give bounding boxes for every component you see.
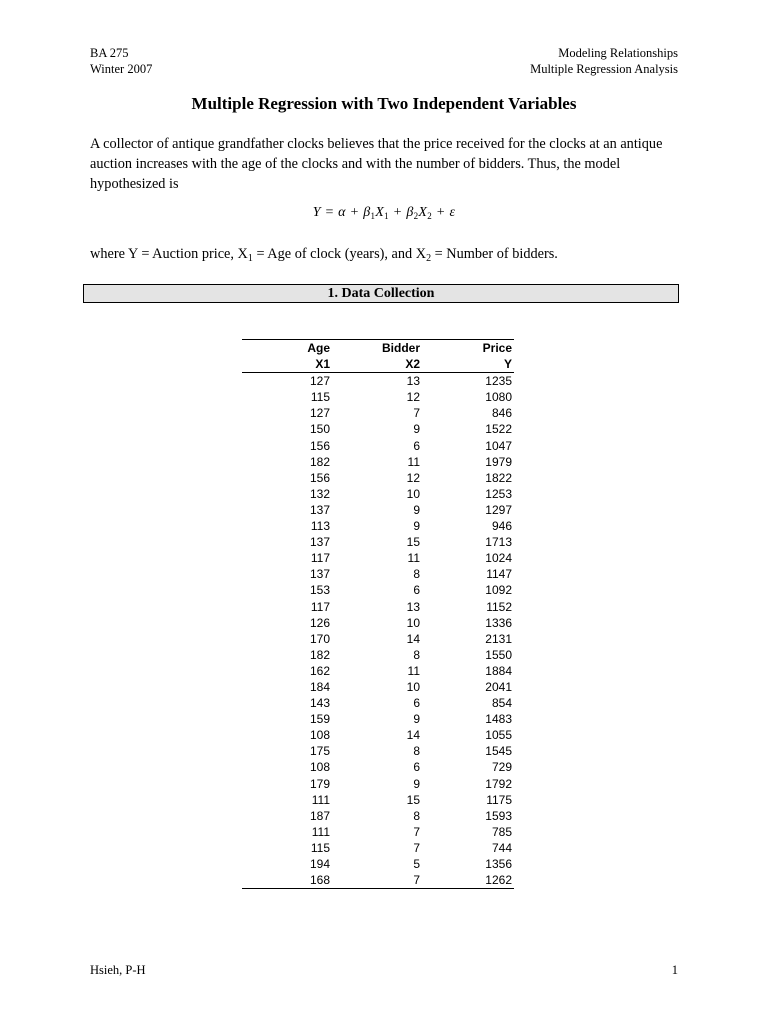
price-cell: 1713 (485, 535, 512, 550)
where-part-3: = Number of bidders. (431, 246, 558, 262)
table-row (242, 743, 514, 759)
price-cell: 785 (491, 824, 512, 839)
bidder-cell: 7 (413, 840, 420, 855)
subtopic: Multiple Regression Analysis (530, 62, 678, 76)
price-cell: 2041 (485, 679, 512, 694)
table-row (242, 776, 514, 792)
bidder-cell: 7 (332, 872, 422, 889)
age-cell: 111 (311, 792, 330, 807)
header-bidder: Bidder (332, 340, 422, 357)
price-cell: 846 (491, 406, 512, 421)
formula-beta2-sub: 2 (413, 211, 419, 221)
age-cell: 127 (309, 406, 330, 421)
bidder-cell: 11 (407, 551, 420, 566)
price-cell: 1979 (485, 454, 512, 469)
table-row (242, 663, 514, 679)
age-cell: 127 (309, 374, 330, 389)
header-y: Y (422, 356, 514, 373)
table-row (242, 502, 514, 518)
header-left (90, 45, 152, 77)
price-cell: 1262 (422, 872, 514, 889)
bidder-cell: 6 (413, 760, 420, 775)
age-cell: 175 (309, 744, 330, 759)
price-cell: 2131 (485, 631, 512, 646)
table-row (242, 840, 514, 856)
table-body (242, 373, 514, 889)
table-row (242, 695, 514, 711)
page-number: 1 (671, 963, 678, 977)
intro-paragraph: A collector of antique grandfather clocks believes that the price received for the clocks at an antique auction increases with the age of the clocks and with the number of bidders. Thus, the model hypothesized is (90, 136, 663, 192)
age-cell: 168 (242, 872, 332, 889)
table-row (242, 421, 514, 437)
bidder-cell: 6 (413, 438, 420, 453)
age-cell: 117 (310, 599, 330, 614)
page-title: Multiple Regression with Two Independent Variables (191, 94, 577, 113)
formula-epsilon: ε (449, 205, 456, 220)
formula-x2-sub: 2 (427, 211, 433, 221)
table-row (242, 792, 514, 808)
where-part-2: = Age of clock (years), and X (252, 246, 427, 262)
bidder-cell: 15 (406, 535, 420, 550)
bidder-cell: 11 (407, 663, 420, 678)
table-row (242, 647, 514, 663)
header-x2: X2 (332, 356, 422, 373)
bidder-cell: 14 (406, 728, 420, 743)
data-table (242, 339, 514, 889)
section-heading: 1. Data Collection (83, 284, 679, 303)
table-row (242, 389, 514, 405)
header-x1: X1 (242, 356, 332, 373)
course-code: BA 275 (90, 46, 129, 60)
table-row (242, 808, 514, 824)
table-row (242, 679, 514, 695)
bidder-cell: 8 (413, 808, 420, 823)
age-cell: 117 (310, 551, 330, 566)
price-cell: 1792 (485, 776, 512, 791)
variable-definitions (90, 246, 558, 264)
where-sub-2: 2 (426, 253, 432, 264)
price-cell: 1175 (486, 792, 512, 807)
table-row (242, 454, 514, 470)
price-cell: 1483 (485, 712, 512, 727)
table-row (242, 599, 514, 615)
table-row (242, 824, 514, 840)
table-row (242, 711, 514, 727)
price-cell: 1822 (485, 470, 512, 485)
age-cell: 162 (309, 663, 330, 678)
formula-x1-sub: 1 (384, 211, 389, 221)
bidder-cell: 13 (406, 374, 420, 389)
age-cell: 187 (309, 808, 330, 823)
age-cell: 156 (309, 438, 330, 453)
bidder-cell: 9 (413, 519, 420, 534)
age-cell: 126 (309, 615, 330, 630)
age-cell: 137 (309, 567, 330, 582)
table-row (242, 566, 514, 582)
age-cell: 182 (309, 454, 330, 469)
where-sub-1: 1 (247, 253, 253, 264)
model-formula: $Y = \alpha + \beta_1X_1 + \beta_2X_2 + \varepsilon$ (312, 205, 456, 221)
bidder-cell: 6 (413, 696, 420, 711)
age-cell: 115 (310, 390, 330, 405)
table-row (242, 534, 514, 550)
price-cell: 1047 (485, 438, 512, 453)
bidder-cell: 12 (406, 390, 420, 405)
formula-beta2: β (406, 205, 414, 220)
age-cell: 156 (309, 470, 330, 485)
price-cell: 854 (491, 696, 512, 711)
price-cell: 1152 (486, 599, 512, 614)
age-cell: 179 (309, 776, 330, 791)
age-cell: 108 (309, 760, 330, 775)
table-row (242, 518, 514, 534)
price-cell: 1550 (485, 647, 512, 662)
where-part-1: where Y = Auction price, X (90, 246, 248, 262)
table-row (242, 438, 514, 454)
table-row (242, 470, 514, 486)
price-cell: 1356 (485, 857, 512, 871)
age-cell: 113 (310, 519, 330, 534)
bidder-cell: 6 (413, 583, 420, 598)
price-cell: 1593 (485, 808, 512, 823)
price-cell: 1884 (485, 663, 512, 678)
price-cell: 1080 (485, 390, 512, 405)
table-row (242, 856, 514, 872)
age-cell: 159 (309, 712, 330, 727)
price-cell: 1297 (485, 502, 512, 517)
bidder-cell: 15 (406, 792, 420, 807)
formula-x2: X (418, 205, 428, 220)
price-cell: 946 (491, 519, 512, 534)
price-cell: 1522 (485, 422, 512, 437)
bidder-cell: 9 (413, 776, 420, 791)
age-cell: 153 (309, 583, 330, 598)
price-cell: 1055 (485, 728, 512, 743)
age-cell: 143 (309, 696, 330, 711)
bidder-cell: 8 (413, 744, 420, 759)
age-cell: 137 (309, 502, 330, 517)
header-right (530, 45, 678, 77)
price-cell: 1253 (485, 486, 512, 501)
bidder-cell: 9 (413, 502, 420, 517)
bidder-cell: 5 (413, 857, 420, 871)
header-price: Price (422, 340, 514, 357)
price-cell: 1235 (485, 374, 512, 389)
table-row (242, 373, 514, 390)
table-row (242, 631, 514, 647)
table-row (242, 582, 514, 598)
table-row (242, 615, 514, 631)
age-cell: 184 (309, 679, 330, 694)
bidder-cell: 7 (413, 824, 420, 839)
table-row (242, 405, 514, 421)
table-row (242, 727, 514, 743)
table-row (242, 759, 514, 775)
bidder-cell: 9 (413, 422, 420, 437)
table-row (242, 486, 514, 502)
topic: Modeling Relationships (558, 46, 678, 60)
price-cell: 744 (491, 840, 512, 855)
age-cell: 182 (309, 647, 330, 662)
bidder-cell: 13 (406, 599, 420, 614)
formula-alpha: α (338, 205, 346, 220)
age-cell: 170 (309, 631, 330, 646)
formula-beta1: β (363, 205, 371, 220)
bidder-cell: 10 (406, 615, 420, 630)
formula-lhs: Y (312, 205, 321, 220)
bidder-cell: 10 (406, 679, 420, 694)
bidder-cell: 10 (406, 486, 420, 501)
term: Winter 2007 (90, 62, 153, 76)
footer-author: Hsieh, P-H (90, 963, 146, 977)
age-cell: 115 (310, 840, 330, 855)
age-cell: 150 (309, 422, 330, 437)
age-cell: 194 (309, 857, 330, 871)
age-cell: 132 (309, 486, 330, 501)
age-cell: 108 (309, 728, 330, 743)
age-cell: 137 (309, 535, 330, 550)
bidder-cell: 7 (413, 406, 420, 421)
bidder-cell: 9 (413, 712, 420, 727)
price-cell: 729 (491, 760, 512, 775)
header-age: Age (242, 340, 332, 357)
price-cell: 1147 (486, 567, 512, 582)
price-cell: 1545 (485, 744, 512, 759)
formula-beta1-sub: 1 (370, 211, 376, 221)
bidder-cell: 8 (413, 567, 420, 582)
bidder-cell: 11 (407, 454, 420, 469)
table-row (242, 872, 514, 889)
bidder-cell: 8 (413, 647, 420, 662)
table-row (242, 550, 514, 566)
formula-x1: X (375, 205, 385, 220)
age-cell: 111 (311, 824, 330, 839)
bidder-cell: 14 (406, 631, 420, 646)
price-cell: 1336 (485, 615, 512, 630)
bidder-cell: 12 (406, 470, 420, 485)
price-cell: 1092 (485, 583, 512, 598)
price-cell: 1024 (485, 551, 512, 566)
